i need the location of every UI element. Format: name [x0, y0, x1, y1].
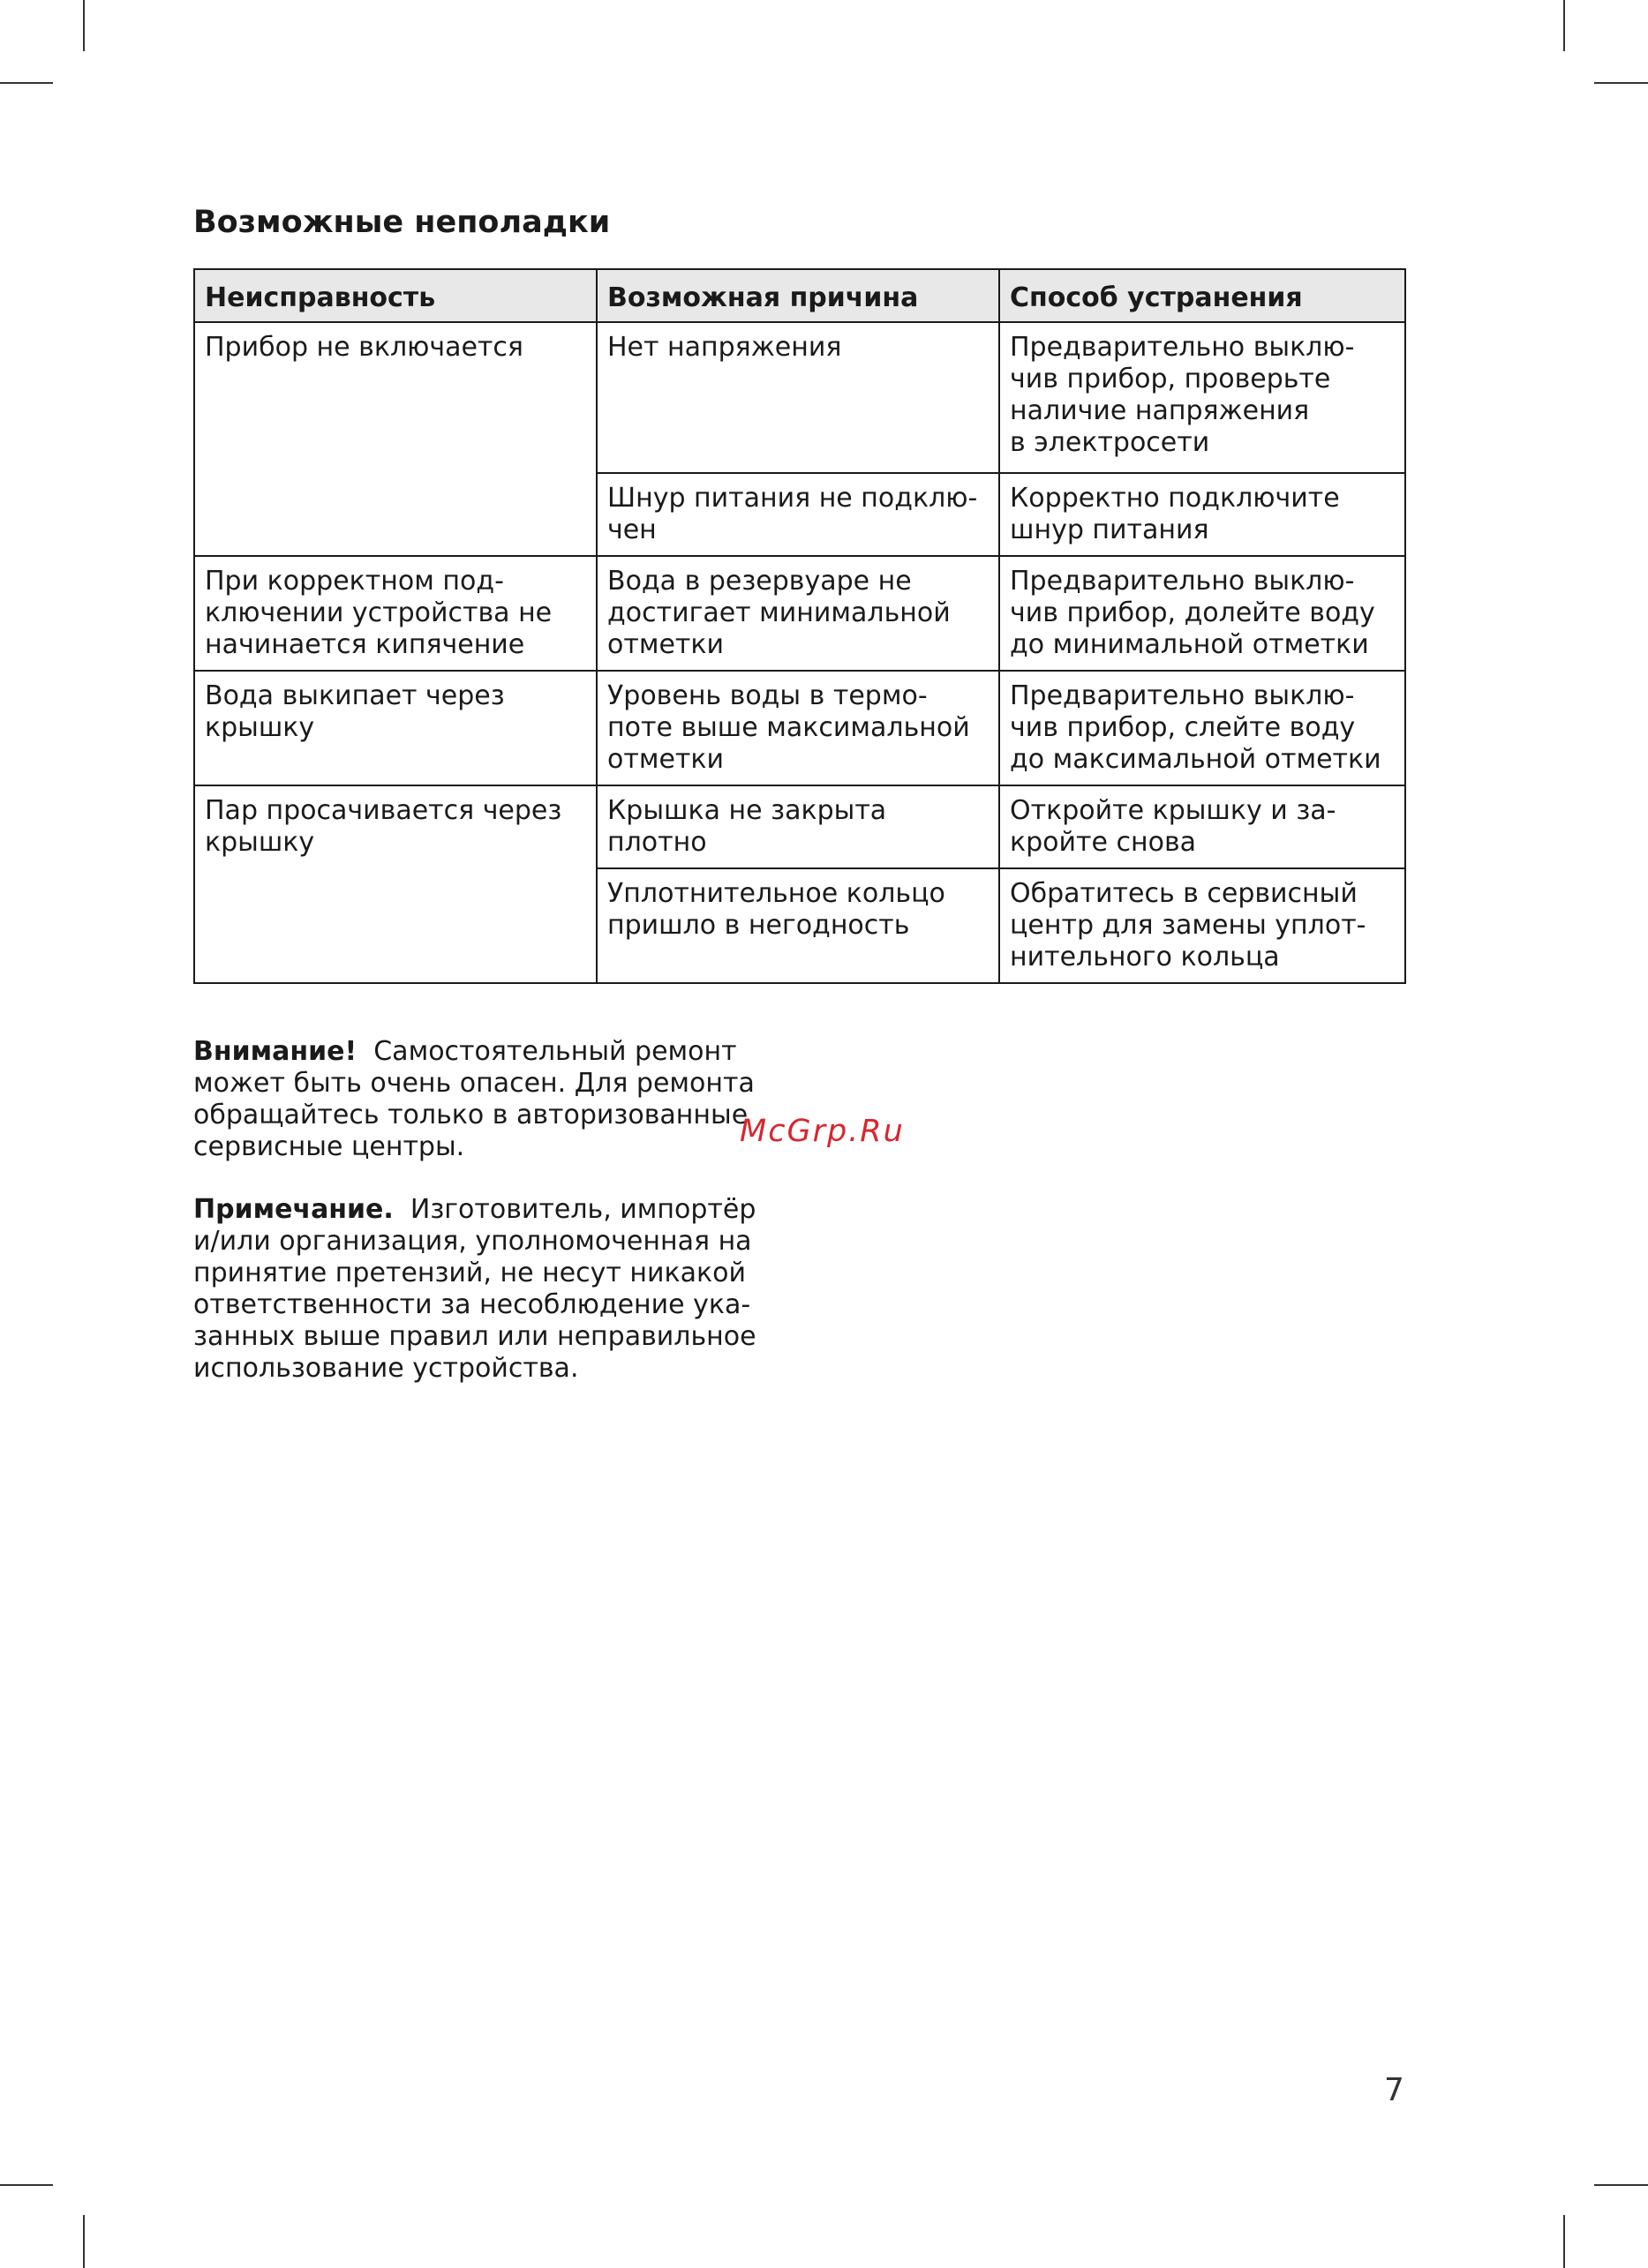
fault-cell: [194, 322, 597, 556]
attention-note: [193, 1036, 811, 1163]
remedy-cell: [999, 785, 1405, 868]
remedy-cell: [999, 671, 1405, 785]
table-row: [194, 322, 1405, 473]
cause-text: Крышка не закрыта плотно: [607, 795, 887, 858]
page-number: 7: [1384, 2072, 1404, 2108]
cause-cell: [597, 671, 999, 785]
note-lead: Примечание.: [193, 1194, 394, 1225]
remedy-cell: [999, 868, 1405, 983]
remedy-text: Откройте крышку и за- кройте снова: [1010, 795, 1336, 858]
remedy-cell: [999, 473, 1405, 556]
remedy-cell: [999, 322, 1405, 473]
table-header-row: [194, 269, 1405, 322]
cause-text: Шнур питания не подклю- чен: [607, 483, 978, 545]
fault-text: Пар просачивается через крышку: [205, 795, 562, 858]
watermark-text: McGrp.Ru: [740, 1114, 905, 1149]
table-row: [194, 556, 1405, 671]
fault-cell: [194, 671, 597, 785]
cause-text: Уплотнительное кольцо пришло в негодность: [607, 878, 945, 941]
remedy-text: Предварительно выклю- чив прибор, слейте воду до максимальной отметки: [1010, 680, 1381, 775]
crop-mark-bottom-left: [83, 2215, 85, 2268]
remedy-text: Обратитесь в сервисный центр для замены уплот- нительного кольца: [1010, 878, 1366, 973]
crop-mark-top-left: [83, 0, 85, 51]
fault-text: Прибор не включается: [205, 332, 523, 363]
cause-text: Уровень воды в термо- поте выше максимальной отметки: [607, 680, 970, 775]
fault-cell: [194, 785, 597, 983]
troubleshooting-table: [193, 268, 1406, 984]
remedy-cell: [999, 556, 1405, 671]
crop-mark-top-right-h: [1594, 82, 1648, 84]
header-cause: Возможная причина: [597, 269, 999, 322]
crop-mark-bottom-right: [1563, 2215, 1565, 2268]
remedy-text: Корректно подключите шнур питания: [1010, 483, 1340, 545]
fault-cell: [194, 556, 597, 671]
remedy-text: Предварительно выклю- чив прибор, проверьте наличие напряжения в электросети: [1010, 332, 1355, 458]
attention-lead: Внимание!: [193, 1036, 357, 1067]
cause-cell: [597, 473, 999, 556]
disclaimer-note: [193, 1194, 811, 1385]
fault-text: При корректном под- ключении устройства не начинается кипячение: [205, 566, 553, 660]
cause-cell: [597, 868, 999, 983]
cause-text: Вода в резервуаре не достигает минимальной отметки: [607, 566, 951, 660]
table-row: [194, 671, 1405, 785]
fault-text: Вода выкипает через крышку: [205, 680, 505, 743]
crop-mark-bottom-left-h: [0, 2184, 53, 2186]
crop-mark-top-left-h: [0, 82, 53, 84]
remedy-text: Предварительно выклю- чив прибор, долейте воду до минимальной отметки: [1010, 566, 1375, 660]
cause-text: Нет напряжения: [607, 332, 842, 363]
attention-text: Самостоятельный ремонт может быть очень опасен. Для ремонта обращайтесь только в авторизованные сервисные центры.: [193, 1036, 755, 1162]
header-remedy: Способ устранения: [999, 269, 1405, 322]
header-fault: Неисправность: [194, 269, 597, 322]
note-text: Изготовитель, импортёр и/или организация, уполномоченная на принятие претензий, не несут никакой ответственности за несоблюдение ука- занных выше правил или неправильное использование устройства.: [193, 1194, 756, 1384]
crop-mark-bottom-right-h: [1594, 2184, 1648, 2186]
page-title: Возможные неполадки: [193, 205, 611, 240]
table-row: [194, 785, 1405, 868]
cause-cell: [597, 556, 999, 671]
cause-cell: [597, 785, 999, 868]
cause-cell: [597, 322, 999, 473]
crop-mark-top-right: [1563, 0, 1565, 51]
